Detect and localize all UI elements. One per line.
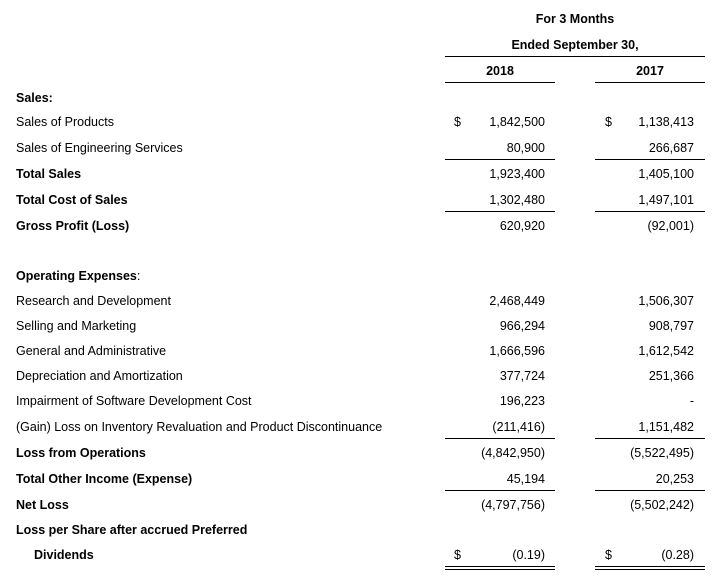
value-2018: 1,923,400 [489, 167, 545, 181]
row-label: Total Cost of Sales [16, 193, 128, 207]
row-label: General and Administrative [16, 344, 167, 358]
column-header-2018: 2018 [486, 64, 514, 78]
opex-heading [16, 269, 140, 283]
row-label: Total Sales [16, 167, 82, 181]
row-label: Sales of Products [16, 115, 114, 129]
value-2017: 266,687 [648, 141, 694, 155]
value-2018: 1,842,500 [489, 115, 545, 129]
dollar-sign: $ [605, 548, 612, 562]
row-label: Net Loss [16, 498, 69, 512]
dollar-sign: $ [605, 115, 612, 129]
double-rule-2018 [445, 566, 555, 570]
value-2018: 620,920 [499, 219, 545, 233]
subtotal-rule-2018 [445, 211, 555, 212]
row-label: Dividends [34, 548, 94, 562]
header-rule [445, 56, 705, 57]
row-label: Selling and Marketing [16, 319, 137, 333]
value-2017: (92,001) [647, 219, 694, 233]
value-2018: 196,223 [499, 394, 545, 408]
value-2017: 251,366 [648, 369, 694, 383]
column-header-2017: 2017 [636, 64, 664, 78]
value-2018: (0.19) [512, 548, 545, 562]
value-2017: (5,522,495) [630, 446, 694, 460]
value-2018: (4,842,950) [481, 446, 545, 460]
subtotal-rule-2018 [445, 438, 555, 439]
value-2018: 45,194 [506, 472, 545, 486]
value-2018: (4,797,756) [481, 498, 545, 512]
subtotal-rule-2017 [595, 159, 705, 160]
value-2017: 908,797 [648, 319, 694, 333]
value-2018: 377,724 [499, 369, 545, 383]
opex-heading-text: Operating Expenses [16, 269, 137, 283]
row-label: Depreciation and Amortization [16, 369, 183, 383]
double-rule-2017 [595, 566, 705, 570]
value-2018: 1,666,596 [489, 344, 545, 358]
value-2018: 1,302,480 [489, 193, 545, 207]
subtotal-rule-2018 [445, 490, 555, 491]
value-2018: 966,294 [499, 319, 545, 333]
value-2018: 2,468,449 [489, 294, 545, 308]
row-label: Total Other Income (Expense) [16, 472, 193, 486]
value-2018: (211,416) [492, 420, 545, 434]
value-2017: 1,138,413 [638, 115, 694, 129]
dollar-sign: $ [454, 548, 461, 562]
value-2017: - [689, 394, 694, 408]
subtotal-rule-2017 [595, 490, 705, 491]
sales-heading: Sales: [16, 91, 53, 105]
value-2017: 1,151,482 [638, 420, 694, 434]
row-label: Research and Development [16, 294, 171, 308]
row-label: Loss from Operations [16, 446, 146, 460]
subtotal-rule-2017 [595, 211, 705, 212]
value-2017: 1,405,100 [638, 167, 694, 181]
subtotal-rule-2017 [595, 438, 705, 439]
value-2018: 80,900 [506, 141, 545, 155]
row-label: (Gain) Loss on Inventory Revaluation and Product Discontinuance [16, 420, 383, 434]
eps-label-line1: Loss per Share after accrued Preferred [16, 523, 248, 537]
period-header-line2: Ended September 30, [511, 38, 639, 52]
value-2017: 1,506,307 [638, 294, 694, 308]
column-rule-2018 [445, 82, 555, 83]
row-label: Impairment of Software Development Cost [16, 394, 252, 408]
row-label: Gross Profit (Loss) [16, 219, 130, 233]
value-2017: 1,497,101 [638, 193, 694, 207]
period-header-line1: For 3 Months [535, 12, 615, 26]
value-2017: (5,502,242) [630, 498, 694, 512]
value-2017: 20,253 [655, 472, 694, 486]
row-label: Sales of Engineering Services [16, 141, 183, 155]
opex-heading-colon: : [136, 269, 141, 283]
value-2017: (0.28) [661, 548, 694, 562]
subtotal-rule-2018 [445, 159, 555, 160]
value-2017: 1,612,542 [638, 344, 694, 358]
dollar-sign: $ [454, 115, 461, 129]
column-rule-2017 [595, 82, 705, 83]
